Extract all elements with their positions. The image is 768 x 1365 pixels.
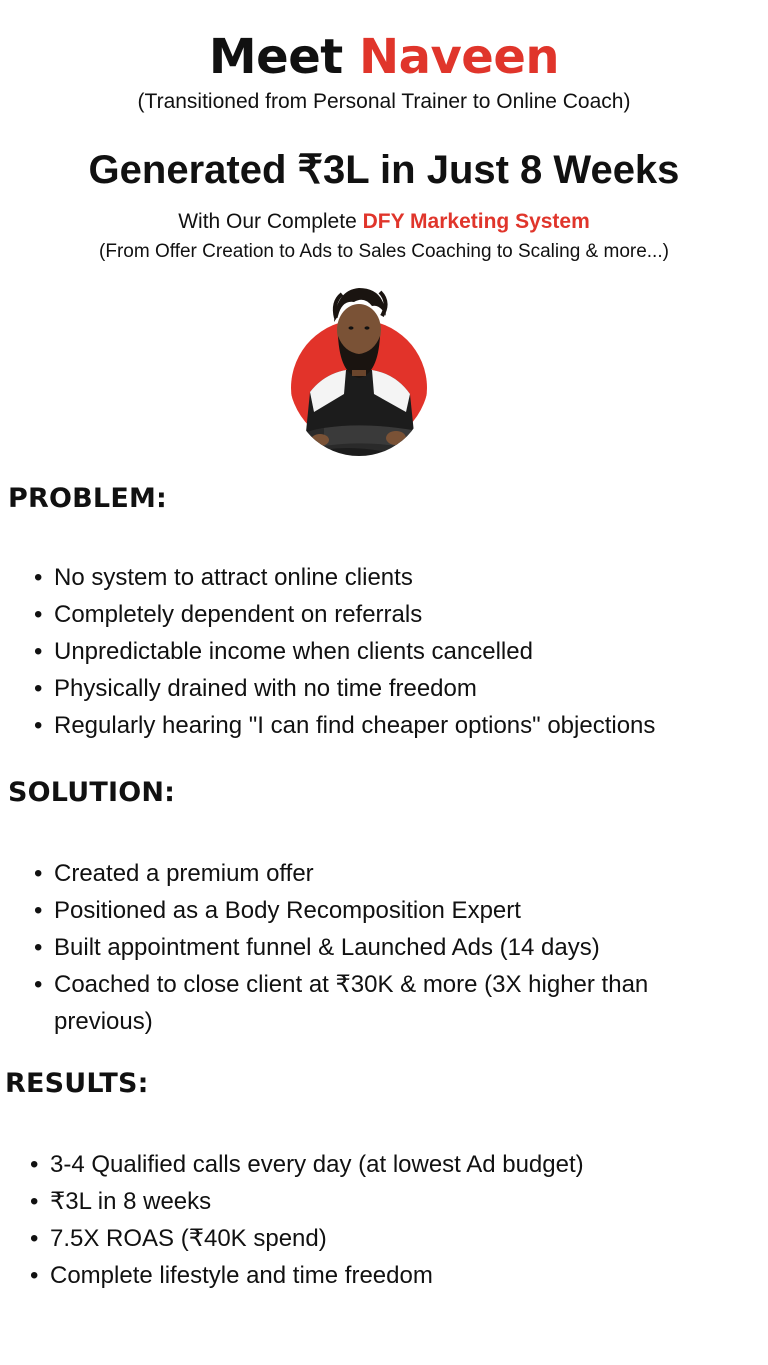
tagline-highlight: DFY Marketing System (362, 210, 590, 233)
problem-heading: PROBLEM: (8, 483, 168, 514)
page-title (0, 28, 768, 86)
list-item: • Created a premium offer (32, 855, 722, 892)
results-list (28, 1146, 748, 1294)
list-item: • 7.5X ROAS (₹40K spend) (28, 1220, 748, 1257)
person-portrait-icon (284, 282, 434, 472)
page-subtitle: (Transitioned from Personal Trainer to Online Coach) (137, 90, 631, 113)
results-heading: RESULTS: (5, 1068, 149, 1099)
headline: Generated ₹3L in Just 8 Weeks (88, 148, 680, 192)
tagline (0, 208, 768, 236)
list-item: • Completely dependent on referrals (32, 596, 752, 633)
list-item: • Positioned as a Body Recomposition Expert (32, 892, 722, 929)
tagline-subtext: (From Offer Creation to Ads to Sales Coaching to Scaling & more...) (99, 241, 669, 262)
solution-list (32, 855, 722, 1040)
tagline-prefix: With Our Complete (178, 210, 363, 233)
list-item: • Physically drained with no time freedom (32, 670, 752, 707)
title-prefix: Meet (208, 29, 343, 85)
list-item: • Regularly hearing "I can find cheaper options" objections (32, 707, 752, 744)
list-item: • Built appointment funnel & Launched Ads (14 days) (32, 929, 722, 966)
list-item: • ₹3L in 8 weeks (28, 1183, 748, 1220)
problem-list (32, 559, 752, 744)
list-item: • Unpredictable income when clients cancelled (32, 633, 752, 670)
title-name: Naveen (358, 29, 560, 85)
list-item: • Coached to close client at ₹30K & more (3X higher than previous) (32, 966, 722, 1040)
solution-heading: SOLUTION: (8, 777, 176, 808)
list-item: • No system to attract online clients (32, 559, 752, 596)
list-item: • 3-4 Qualified calls every day (at lowest Ad budget) (28, 1146, 748, 1183)
list-item: • Complete lifestyle and time freedom (28, 1257, 748, 1294)
portrait (284, 282, 434, 472)
